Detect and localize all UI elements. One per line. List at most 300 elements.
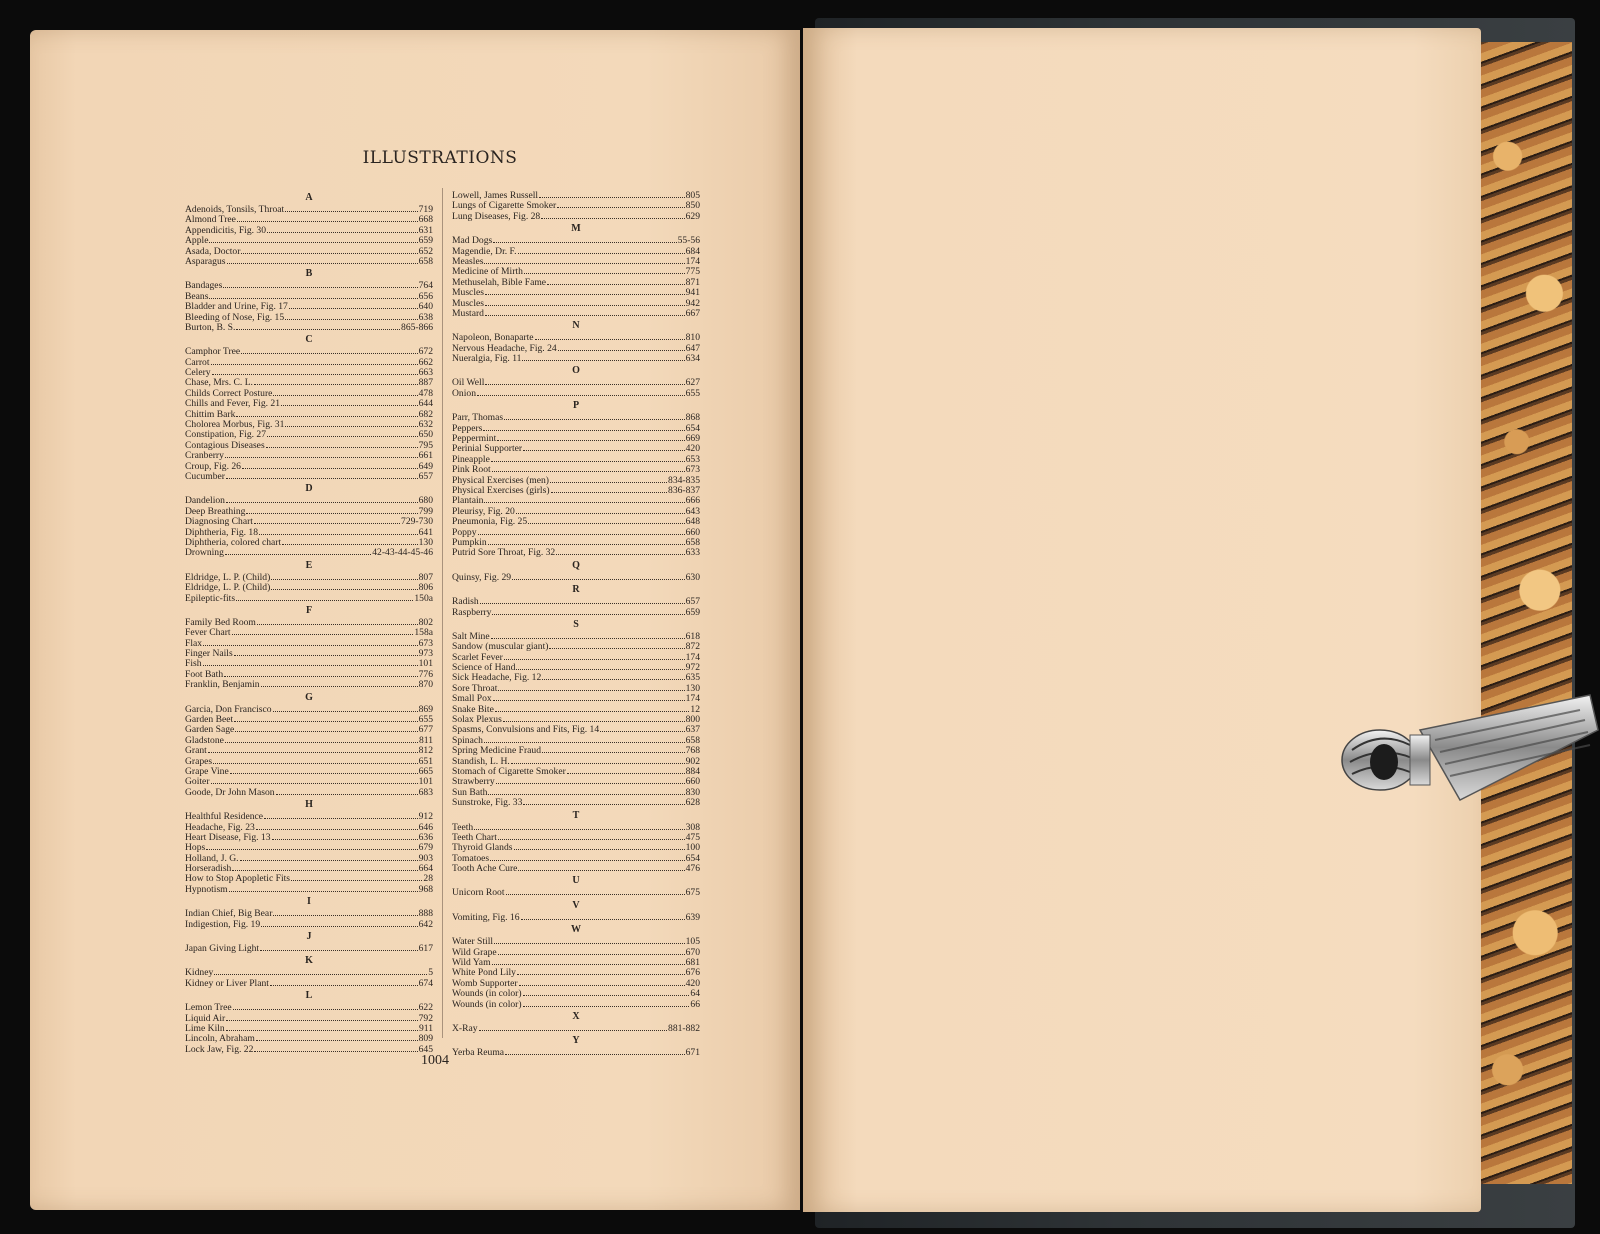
entry-page: 101	[418, 776, 433, 787]
entry-page: 664	[418, 863, 433, 874]
entry-name: Physical Exercises (girls)	[452, 484, 550, 496]
leader-dots	[567, 766, 685, 774]
entry-page: 66	[690, 998, 700, 1009]
entry-page: 640	[418, 301, 433, 312]
leader-dots	[272, 832, 418, 840]
leader-dots	[273, 388, 417, 396]
index-entry	[185, 572, 433, 582]
index-entry	[452, 423, 700, 433]
index-entry	[452, 433, 700, 443]
leader-dots	[211, 776, 418, 784]
leader-dots	[497, 433, 684, 441]
index-entry	[452, 832, 700, 842]
index-entry	[452, 200, 700, 210]
leader-dots	[254, 1044, 417, 1052]
column-divider	[442, 188, 443, 1038]
leader-dots	[474, 822, 684, 830]
leader-dots	[203, 658, 418, 666]
entry-name: Teeth	[452, 821, 474, 832]
index-entry	[185, 1023, 433, 1033]
entry-name: Sick Headache, Fig. 12	[452, 672, 542, 683]
index-entry	[185, 322, 433, 332]
entry-page: 805	[685, 190, 700, 201]
entry-name: Deep Breathing	[185, 505, 246, 517]
leader-dots	[212, 367, 418, 375]
entry-name: Almond Tree	[185, 214, 236, 225]
leader-dots	[480, 596, 685, 604]
index-entry	[185, 409, 433, 419]
entry-page: 668	[418, 214, 433, 225]
entry-name: Measles	[452, 255, 484, 267]
leader-dots	[484, 735, 685, 743]
entry-page: 673	[685, 464, 700, 475]
entry-page: 659	[418, 235, 433, 246]
entry-page: 12	[690, 703, 700, 715]
index-entry	[185, 516, 433, 526]
entry-name: Lock Jaw, Fig. 22	[185, 1043, 254, 1055]
section-letter: E	[305, 559, 313, 571]
entry-page: 667	[685, 307, 700, 319]
leader-dots	[542, 745, 685, 753]
leader-dots	[557, 200, 684, 208]
entry-name: Grapes	[185, 755, 213, 766]
leader-dots	[256, 1033, 418, 1041]
index-entry	[452, 947, 700, 957]
index-entry	[452, 822, 700, 832]
entry-name: Mustard	[452, 307, 484, 319]
leader-dots	[225, 735, 418, 743]
section-letter: H	[305, 799, 313, 811]
index-entry	[452, 353, 700, 363]
leader-dots	[523, 443, 685, 451]
leader-dots	[498, 683, 684, 691]
entry-name: Sun Bath	[452, 786, 488, 798]
entry-page: 887	[418, 377, 433, 388]
entry-page: 868	[685, 412, 700, 423]
entry-page: 628	[685, 797, 700, 808]
entry-page: 637	[685, 724, 700, 735]
entry-page: 810	[685, 332, 700, 343]
index-entry	[452, 745, 700, 755]
entry-name: Bandages	[185, 280, 223, 291]
leader-dots	[227, 256, 418, 264]
leader-dots	[206, 842, 417, 850]
section-letter: Y	[572, 1035, 580, 1047]
section-letter: J	[306, 931, 312, 943]
index-entry	[185, 832, 433, 842]
entry-page: 806	[418, 582, 433, 593]
entry-page: 683	[418, 786, 433, 798]
leader-dots	[241, 346, 417, 354]
leader-dots	[273, 908, 417, 916]
index-entry	[452, 641, 700, 651]
leader-dots	[523, 988, 690, 996]
entry-page: 660	[685, 776, 700, 787]
entry-name: Pneumonia, Fig. 25	[452, 516, 528, 527]
leader-dots	[234, 714, 417, 722]
entry-name: Scarlet Fever	[452, 651, 503, 663]
section-letter: U	[572, 875, 580, 887]
index-entry	[185, 863, 433, 873]
entry-page: 420	[685, 443, 700, 454]
leader-dots	[256, 822, 418, 830]
entry-name: Foot Bath	[185, 668, 224, 680]
leader-dots	[483, 423, 684, 431]
entry-page: 912	[418, 811, 433, 822]
leader-dots	[254, 377, 418, 385]
index-entry	[185, 811, 433, 821]
entry-name: Wounds (in color)	[452, 988, 522, 999]
leader-dots	[223, 280, 417, 288]
section-letter: R	[572, 584, 580, 596]
entry-page: 658	[418, 255, 433, 267]
entry-name: Wild Grape	[452, 946, 497, 958]
index-entry	[452, 957, 700, 967]
leader-dots	[516, 506, 685, 514]
entry-name: Perinial Supporter	[452, 443, 523, 454]
leader-dots	[208, 745, 418, 753]
leader-dots	[289, 301, 418, 309]
leader-dots	[229, 884, 418, 892]
leader-dots	[484, 495, 684, 503]
index-entry	[452, 256, 700, 266]
entry-name: Dandelion	[185, 495, 225, 506]
entry-page: 650	[418, 429, 433, 440]
entry-name: Horseradish	[185, 863, 232, 874]
section-letter: W	[571, 924, 581, 936]
entry-name: Cucumber	[185, 470, 225, 482]
index-entry	[185, 291, 433, 301]
leader-dots	[270, 978, 418, 986]
index-entry	[185, 419, 433, 429]
entry-name: Lowell, James Russell	[452, 190, 539, 201]
index-entry	[452, 235, 700, 245]
entry-name: Medicine of Mirth	[452, 266, 523, 277]
entry-name: Spasms, Convulsions and Fits, Fig. 14	[452, 724, 600, 735]
entry-page: 884	[685, 765, 700, 777]
entry-page: 654	[685, 422, 700, 434]
entry-name: Burton, B. S.	[185, 321, 236, 333]
entry-name: Grant	[185, 745, 207, 756]
index-entry	[452, 412, 700, 422]
leader-dots	[523, 797, 684, 805]
entry-name: Epileptic-fits	[185, 592, 236, 603]
leader-dots	[504, 652, 685, 660]
leader-dots	[271, 582, 417, 590]
index-entry	[452, 475, 700, 485]
index-entry	[452, 308, 700, 318]
entry-page: 776	[418, 668, 433, 680]
leader-dots	[504, 412, 684, 420]
index-entry	[185, 429, 433, 439]
entry-name: Beans	[185, 290, 209, 302]
entry-page: 676	[685, 967, 700, 978]
entry-page: 902	[685, 755, 700, 766]
entry-name: Pleurisy, Fig. 20	[452, 505, 515, 517]
index-entry	[185, 919, 433, 929]
leader-dots	[240, 853, 418, 861]
leader-dots	[226, 471, 418, 479]
index-entry	[185, 714, 433, 724]
index-entry	[452, 527, 700, 537]
entry-name: Diphtheria, colored chart	[185, 536, 282, 548]
entry-name: Teeth Chart	[452, 831, 497, 843]
entry-name: Lime Kiln	[185, 1023, 225, 1034]
entry-page: 729-730	[401, 516, 433, 527]
leader-dots	[226, 1023, 418, 1031]
leader-dots	[285, 419, 417, 427]
leader-dots	[266, 440, 418, 448]
index-entry	[185, 357, 433, 367]
entry-name: Napoleon, Bonaparte	[452, 332, 534, 343]
leader-dots	[493, 693, 685, 701]
entry-name: Fish	[185, 658, 202, 669]
index-entry	[185, 735, 433, 745]
entry-page: 5	[428, 967, 433, 978]
leader-dots	[267, 225, 418, 233]
leader-dots	[491, 631, 685, 639]
leader-dots	[519, 978, 685, 986]
entry-name: Kidney or Liver Plant	[185, 977, 269, 989]
entry-page: 795	[418, 439, 433, 451]
index-entry	[185, 669, 433, 679]
entry-page: 651	[418, 755, 433, 766]
leader-dots	[285, 204, 417, 212]
index-entry	[185, 884, 433, 894]
entry-page: 809	[418, 1033, 433, 1044]
leader-dots	[226, 1013, 417, 1021]
leader-dots	[600, 724, 684, 732]
entry-page: 174	[685, 693, 700, 704]
entry-page: 972	[685, 662, 700, 673]
entry-name: Putrid Sore Throat, Fig. 32	[452, 547, 556, 558]
leader-dots	[550, 475, 667, 483]
entry-name: Grape Vine	[185, 765, 229, 777]
entry-page: 644	[418, 398, 433, 409]
right-page-blank	[803, 28, 1481, 1212]
index-entry	[452, 495, 700, 505]
entry-name: Wild Yam	[452, 957, 491, 968]
entry-name: Snake Bite	[452, 703, 494, 715]
entry-page: 638	[418, 311, 433, 322]
index-entry	[452, 683, 700, 693]
entry-page: 649	[418, 460, 433, 471]
index-entry	[452, 714, 700, 724]
section-letter: P	[572, 400, 580, 412]
entry-name: Croup, Fig. 26	[185, 460, 241, 471]
entry-page: 682	[418, 408, 433, 420]
entry-page: 768	[685, 745, 700, 756]
index-entry	[452, 1047, 700, 1057]
leader-dots	[549, 641, 684, 649]
section-letter: I	[307, 896, 311, 908]
index-entry	[452, 787, 700, 797]
entry-name: Chittim Bark	[185, 408, 236, 420]
index-entry	[185, 648, 433, 658]
leader-dots	[535, 332, 685, 340]
index-entry	[185, 873, 433, 883]
leader-dots	[498, 947, 685, 955]
leader-dots	[285, 312, 417, 320]
entry-name: Carrot	[185, 356, 210, 368]
index-entry	[185, 450, 433, 460]
entry-name: Fever Chart	[185, 627, 231, 638]
entry-page: 174	[685, 255, 700, 267]
index-entry	[185, 461, 433, 471]
entry-name: Tooth Ache Cure	[452, 863, 518, 874]
entry-name: Bladder and Urine, Fig. 17	[185, 301, 288, 312]
index-entry	[452, 672, 700, 682]
entry-name: How to Stop Apopletic Fits	[185, 873, 291, 884]
entry-page: 775	[685, 266, 700, 277]
index-entry	[452, 547, 700, 557]
entry-page: 476	[685, 863, 700, 874]
index-entry	[452, 377, 700, 387]
entry-page: 657	[418, 470, 433, 482]
entry-name: Kidney	[185, 967, 214, 978]
entry-name: Lung Diseases, Fig. 28	[452, 210, 541, 222]
index-entry	[185, 256, 433, 266]
entry-page: 869	[418, 703, 433, 715]
leader-dots	[505, 1047, 685, 1055]
index-entry	[452, 863, 700, 873]
entry-name: Celery	[185, 367, 211, 378]
entry-name: Healthful Residence	[185, 811, 264, 822]
index-entry	[185, 214, 433, 224]
entry-page: 622	[418, 1002, 433, 1013]
leader-dots	[257, 617, 418, 625]
index-entry	[185, 617, 433, 627]
index-entry	[185, 724, 433, 734]
leader-dots	[261, 919, 417, 927]
entry-page: 719	[418, 204, 433, 215]
entry-page: 672	[418, 346, 433, 357]
leader-dots	[522, 353, 684, 361]
index-entry	[452, 190, 700, 200]
entry-page: 655	[418, 714, 433, 725]
index-entry	[185, 1002, 433, 1012]
index-entry	[452, 735, 700, 745]
entry-page: 657	[685, 596, 700, 607]
entry-name: Lemon Tree	[185, 1002, 232, 1013]
entry-page: 675	[685, 887, 700, 898]
leader-dots	[209, 235, 417, 243]
entry-page: 646	[418, 821, 433, 832]
marbled-endpaper	[1478, 42, 1572, 1184]
entry-name: Indigestion, Fig. 19	[185, 918, 261, 930]
entry-page: 654	[685, 852, 700, 864]
leader-dots	[241, 246, 417, 254]
index-entry	[185, 367, 433, 377]
leader-dots	[492, 957, 685, 965]
entry-name: Contagious Diseases	[185, 439, 265, 451]
index-entry	[185, 1044, 433, 1054]
entry-name: Garden Beet	[185, 714, 234, 725]
leader-dots	[514, 842, 685, 850]
leader-dots	[273, 704, 418, 712]
index-entry	[452, 988, 700, 998]
leader-dots	[236, 593, 413, 601]
leader-dots	[558, 343, 685, 351]
entry-name: Goiter	[185, 776, 210, 787]
index-entry	[185, 398, 433, 408]
entry-name: Yerba Reuma	[452, 1047, 505, 1058]
entry-name: Unicorn Root	[452, 887, 505, 898]
page-number: 1004	[421, 1053, 449, 1068]
index-entry	[185, 842, 433, 852]
entry-page: 636	[418, 831, 433, 843]
index-entry	[185, 679, 433, 689]
leader-dots	[488, 537, 685, 545]
leader-dots	[521, 912, 685, 920]
leader-dots	[234, 648, 418, 656]
leader-dots	[484, 256, 684, 264]
section-letter: X	[572, 1011, 580, 1022]
entry-name: Headache, Fig. 23	[185, 821, 255, 832]
entry-name: Finger Nails	[185, 648, 233, 659]
index-entry	[185, 787, 433, 797]
entry-page: 800	[685, 714, 700, 725]
index-entry	[452, 776, 700, 786]
entry-page: 101	[418, 658, 433, 669]
section-letter: N	[572, 320, 580, 332]
entry-name: Nervous Headache, Fig. 24	[452, 342, 557, 354]
entry-page: 653	[685, 453, 700, 465]
entry-name: Lungs of Cigarette Smoker	[452, 200, 557, 211]
index-entry	[452, 912, 700, 922]
entry-name: Physical Exercises (men)	[452, 474, 549, 485]
index-entry	[452, 516, 700, 526]
entry-page: 150a	[414, 592, 433, 603]
index-entry	[185, 658, 433, 668]
leader-dots	[232, 863, 417, 871]
index-entry	[185, 301, 433, 311]
entry-name: Asada, Doctor	[185, 245, 241, 256]
entry-name: Stomach of Cigarette Smoker	[452, 765, 566, 777]
section-letter: O	[572, 365, 580, 377]
index-entry	[185, 638, 433, 648]
entry-page: 903	[418, 852, 433, 864]
index-entry	[185, 853, 433, 863]
entry-page: 632	[418, 419, 433, 430]
index-entry	[185, 547, 433, 557]
leader-dots	[479, 1023, 667, 1031]
entry-page: 475	[685, 831, 700, 843]
index-entry	[452, 631, 700, 641]
entry-page: 670	[685, 946, 700, 958]
leader-dots	[261, 679, 418, 687]
entry-page: 881-882	[668, 1023, 700, 1034]
entry-page: 764	[418, 280, 433, 291]
entry-page: 647	[685, 342, 700, 354]
entry-page: 648	[685, 516, 700, 527]
leader-dots	[264, 811, 418, 819]
page-clip-icon	[1340, 690, 1600, 810]
leader-dots	[236, 322, 400, 330]
entry-page: 652	[418, 245, 433, 256]
entry-page: 158a	[414, 627, 433, 638]
entry-name: Water Still	[452, 936, 494, 947]
entry-name: Pineapple	[452, 453, 490, 465]
leader-dots	[209, 291, 417, 299]
index-entry	[185, 1013, 433, 1023]
entry-page: 105	[685, 936, 700, 947]
entry-page: 634	[685, 353, 700, 364]
entry-page: 478	[418, 387, 433, 399]
leader-dots	[524, 266, 685, 274]
index-entry	[452, 756, 700, 766]
index-entry	[452, 853, 700, 863]
